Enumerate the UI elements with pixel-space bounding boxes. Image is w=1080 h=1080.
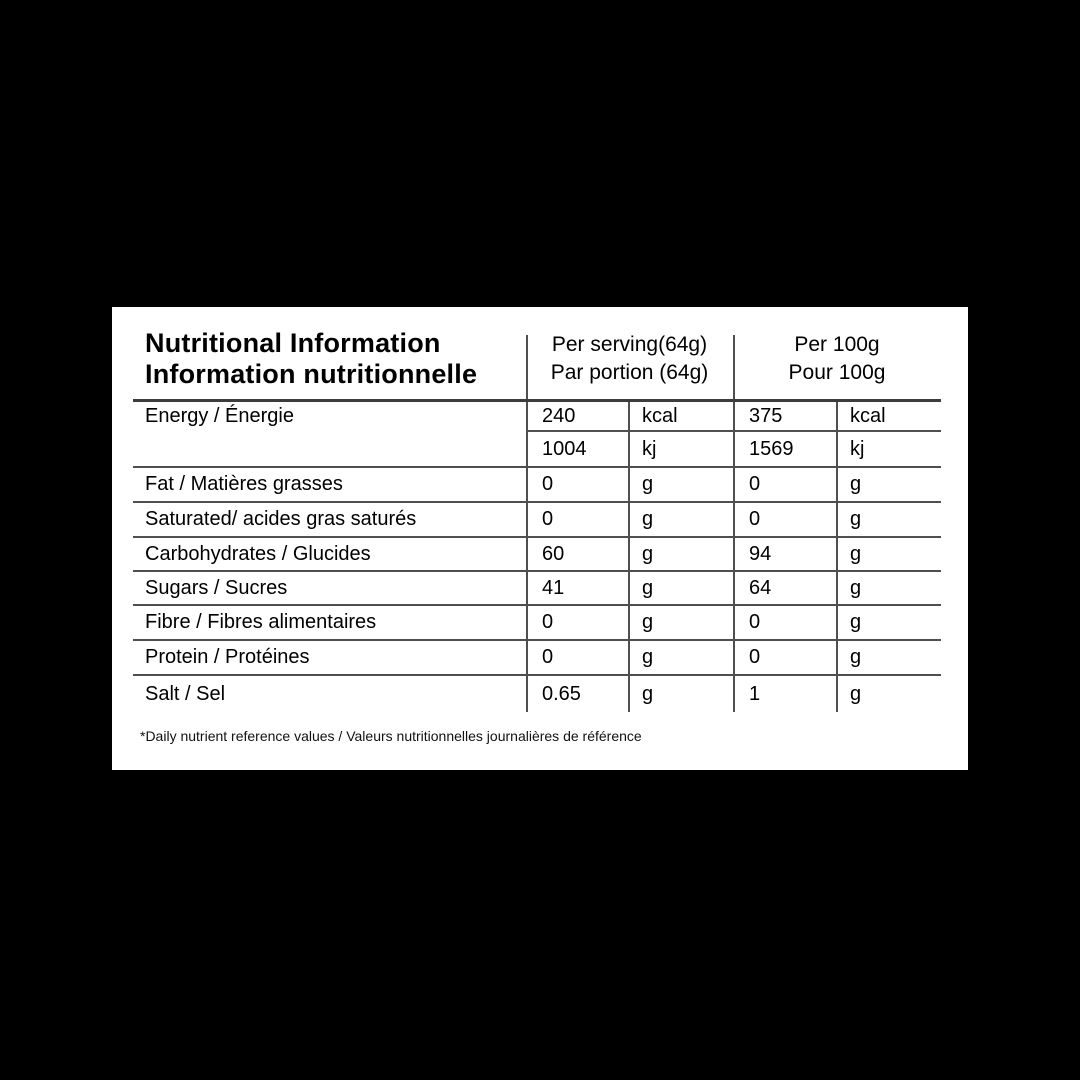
- per100-value: 1: [733, 676, 836, 712]
- table-row-carbohydrates: [133, 536, 941, 570]
- per100-value: 0: [733, 503, 836, 536]
- row-label: Energy / Énergie: [145, 404, 294, 427]
- row-label: Fat / Matières grasses: [145, 473, 343, 495]
- serving-value: 60: [526, 538, 628, 570]
- per100-unit: g: [836, 572, 941, 604]
- serving-value: 0: [526, 641, 628, 674]
- per100-value: 94: [733, 538, 836, 570]
- table-title-en: Nutritional Information: [145, 328, 441, 358]
- serving-unit: g: [628, 676, 733, 712]
- nutrition-label-card: [112, 307, 968, 770]
- table-title-fr: Information nutritionnelle: [145, 359, 478, 389]
- serving-unit: g: [628, 538, 733, 570]
- serving-value: 0: [526, 606, 628, 639]
- per100-unit: g: [836, 641, 941, 674]
- serving-value: 240: [526, 402, 628, 430]
- row-label: Protein / Protéines: [145, 646, 310, 668]
- table-row-energy: [133, 399, 941, 430]
- row-label: Fibre / Fibres alimentaires: [145, 611, 377, 633]
- serving-unit: kcal: [628, 402, 733, 430]
- row-label: Sugars / Sucres: [145, 576, 288, 599]
- per100-value: 1569: [733, 430, 836, 466]
- row-label: Carbohydrates / Glucides: [145, 542, 371, 565]
- serving-unit: g: [628, 503, 733, 536]
- nutrition-table: [133, 307, 941, 712]
- column-header-per-100g: [733, 307, 941, 399]
- per100-value: 375: [733, 402, 836, 430]
- serving-unit: kj: [628, 430, 733, 466]
- table-row-energy-kj: [133, 430, 941, 466]
- per100-value: 0: [733, 606, 836, 639]
- per100-unit: g: [836, 538, 941, 570]
- per-serving-label-fr: Par portion (64g): [550, 361, 709, 384]
- per100-unit: g: [836, 606, 941, 639]
- row-label: Saturated/ acides gras saturés: [145, 508, 417, 530]
- per100-unit: kj: [836, 430, 941, 466]
- table-row-salt: [133, 674, 941, 712]
- per-100g-label-fr: Pour 100g: [788, 361, 886, 384]
- serving-unit: g: [628, 572, 733, 604]
- serving-unit: g: [628, 641, 733, 674]
- serving-value: 0: [526, 503, 628, 536]
- serving-unit: g: [628, 606, 733, 639]
- per100-value: 0: [733, 468, 836, 501]
- column-header-per-serving: [526, 307, 733, 399]
- serving-value: 0.65: [526, 676, 628, 712]
- table-row-fibre: [133, 604, 941, 639]
- per100-unit: g: [836, 503, 941, 536]
- table-row-fat: [133, 466, 941, 501]
- serving-value: 0: [526, 468, 628, 501]
- per-100g-label-en: Per 100g: [794, 333, 880, 356]
- table-row-protein: [133, 639, 941, 674]
- table-row-sugars: [133, 570, 941, 604]
- per100-unit: g: [836, 676, 941, 712]
- table-title: [133, 307, 526, 399]
- row-label: Salt / Sel: [145, 682, 226, 705]
- per100-value: 0: [733, 641, 836, 674]
- table-header-row: [133, 307, 941, 399]
- per-serving-label-en: Per serving(64g): [551, 333, 708, 356]
- serving-value: 41: [526, 572, 628, 604]
- per100-unit: g: [836, 468, 941, 501]
- serving-value: 1004: [526, 430, 628, 466]
- daily-reference-footnote: *Daily nutrient reference values / Valeurs nutritionnelles journalières de référence: [140, 728, 642, 744]
- per100-value: 64: [733, 572, 836, 604]
- serving-unit: g: [628, 468, 733, 501]
- row-label: [133, 430, 526, 466]
- table-row-saturated: [133, 501, 941, 536]
- per100-unit: kcal: [836, 402, 941, 430]
